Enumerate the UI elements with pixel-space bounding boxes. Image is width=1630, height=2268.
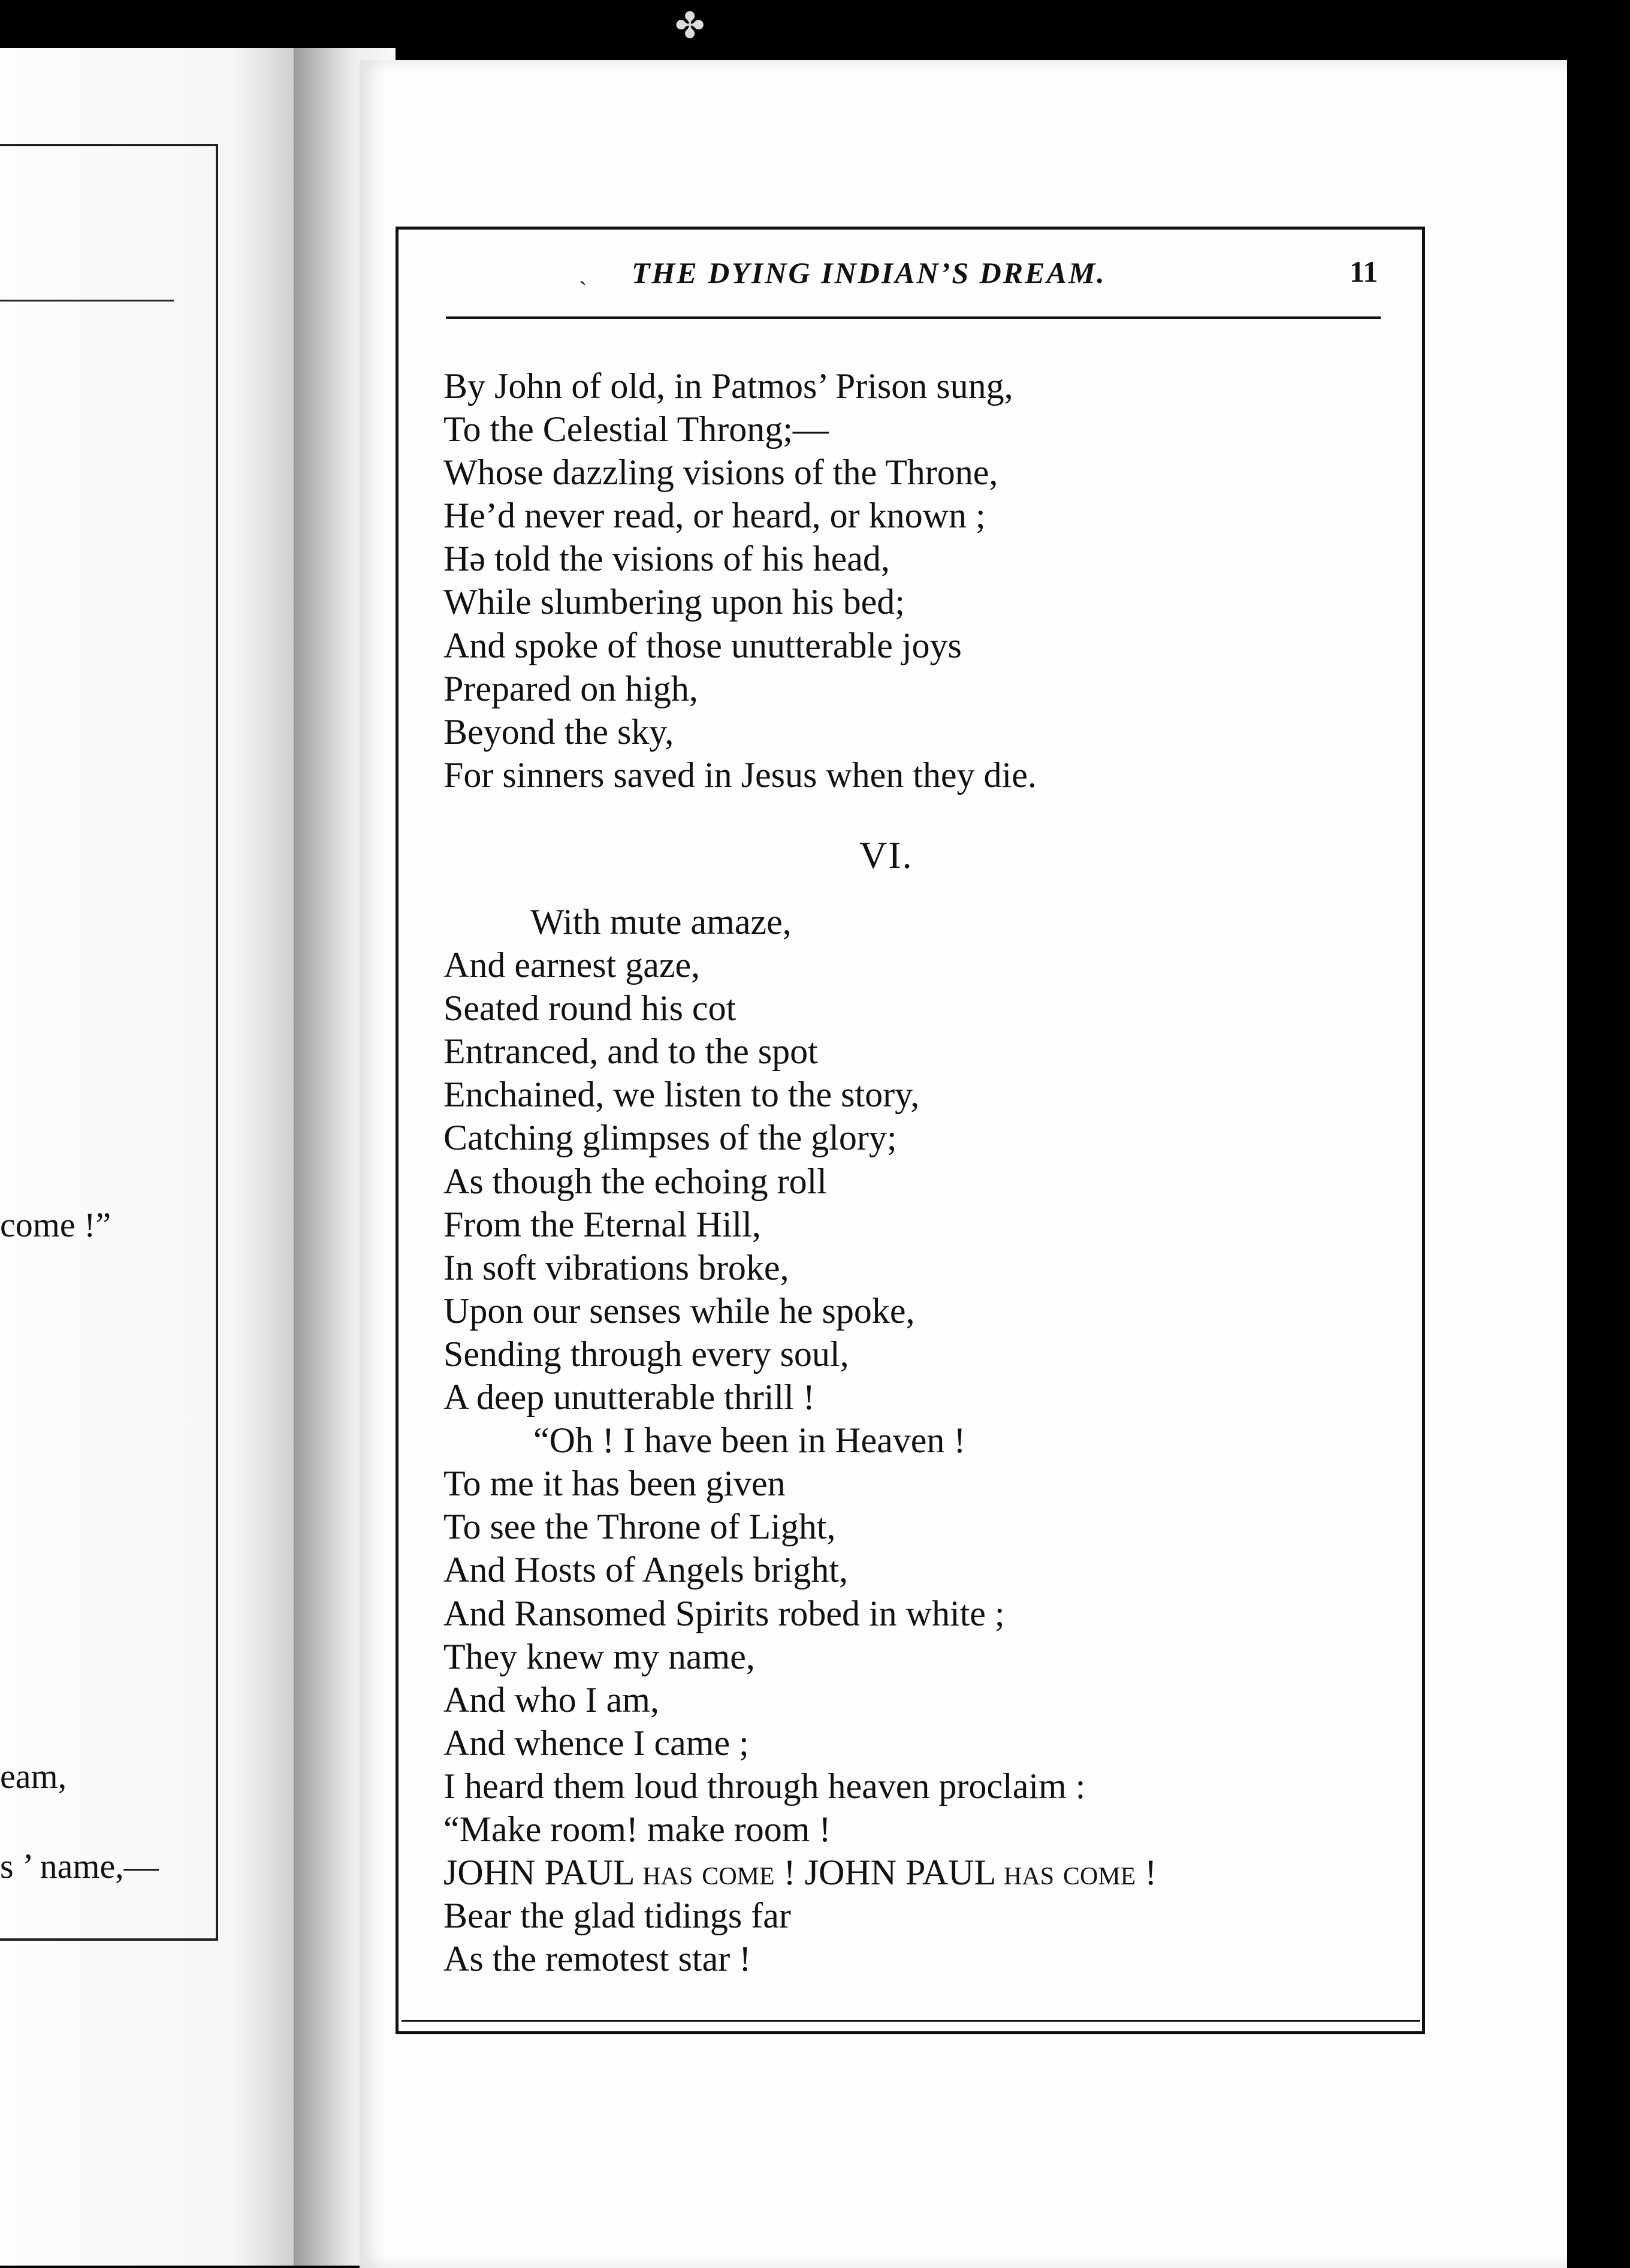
- left-fragment: s ’ name,—: [0, 1847, 159, 1886]
- left-page: [0, 48, 336, 2266]
- stanza-vi: [443, 900, 1157, 1980]
- verse-line: And who I am,: [443, 1679, 659, 1720]
- verse-line: I heard them loud through heaven proclaim :: [443, 1766, 1086, 1806]
- verse-line: Entranced, and to the spot: [443, 1032, 818, 1072]
- top-ornament: ✤: [675, 6, 705, 46]
- verse-line: For sinners saved in Jesus when they die.: [443, 755, 1037, 795]
- verse-line: Enchained, we listen to the story,: [443, 1075, 920, 1115]
- verse-line: With mute amaze,: [530, 902, 792, 942]
- verse-line: “Oh ! I have been in Heaven !: [533, 1420, 966, 1461]
- left-page-rule: [0, 300, 174, 301]
- verse-line: And whence I came ;: [443, 1723, 749, 1763]
- verse-line: And earnest gaze,: [443, 945, 701, 985]
- verse-line: Catching glimpses of the glory;: [443, 1118, 897, 1158]
- page-number: 11: [1350, 255, 1378, 288]
- verse-line: He’d never read, or heard, or known ;: [443, 496, 986, 536]
- verse-line: Seated round his cot: [443, 988, 736, 1029]
- verse-line: By John of old, in Patmos’ Prison sung,: [443, 366, 1013, 406]
- running-title: THE DYING INDIAN’S DREAM.: [632, 256, 1106, 289]
- bottom-rule: [402, 2020, 1420, 2022]
- section-number: VI.: [859, 834, 913, 876]
- verse-line: While slumbering upon his bed;: [443, 582, 905, 622]
- verse-line: Hə told the visions of his head,: [443, 539, 890, 579]
- verse-line: To see the Throne of Light,: [443, 1507, 836, 1547]
- verse-line: Sending through every soul,: [443, 1334, 849, 1374]
- verse-line: “Make room! make room !: [443, 1809, 831, 1849]
- header-mark: ˎ: [579, 258, 587, 285]
- verse-line: Prepared on high,: [443, 668, 698, 708]
- left-fragment: come !”: [0, 1205, 111, 1244]
- verse-line: A deep unutterable thrill !: [443, 1377, 815, 1418]
- header-rule: [446, 316, 1381, 319]
- verse-line: And Ransomed Spirits robed in white ;: [443, 1593, 1005, 1633]
- verse-line: From the Eternal Hill,: [443, 1204, 761, 1244]
- left-fragment: eam,: [0, 1757, 67, 1796]
- verse-line: JOHN PAUL has come ! JOHN PAUL has come !: [443, 1853, 1157, 1893]
- verse-line: To the Celestial Throng;—: [443, 409, 829, 450]
- verse-line: In soft vibrations broke,: [443, 1247, 789, 1287]
- verse-line: To me it has been given: [443, 1464, 786, 1504]
- verse-line: Whose dazzling visions of the Throne,: [443, 453, 998, 493]
- verse-line: Beyond the sky,: [443, 711, 674, 752]
- verse-line: They knew my name,: [443, 1636, 755, 1676]
- verse-line: And Hosts of Angels bright,: [443, 1550, 848, 1590]
- verse-line: And spoke of those unutterable joys: [443, 625, 962, 665]
- verse-line: As the remotest star !: [443, 1939, 751, 1979]
- verse-line: Bear the glad tidings far: [443, 1896, 791, 1936]
- left-page-border: [0, 144, 218, 1941]
- verse-line: Upon our senses while he spoke,: [443, 1290, 915, 1331]
- verse-line: As though the echoing roll: [443, 1161, 827, 1201]
- stanza-top: [443, 364, 1037, 797]
